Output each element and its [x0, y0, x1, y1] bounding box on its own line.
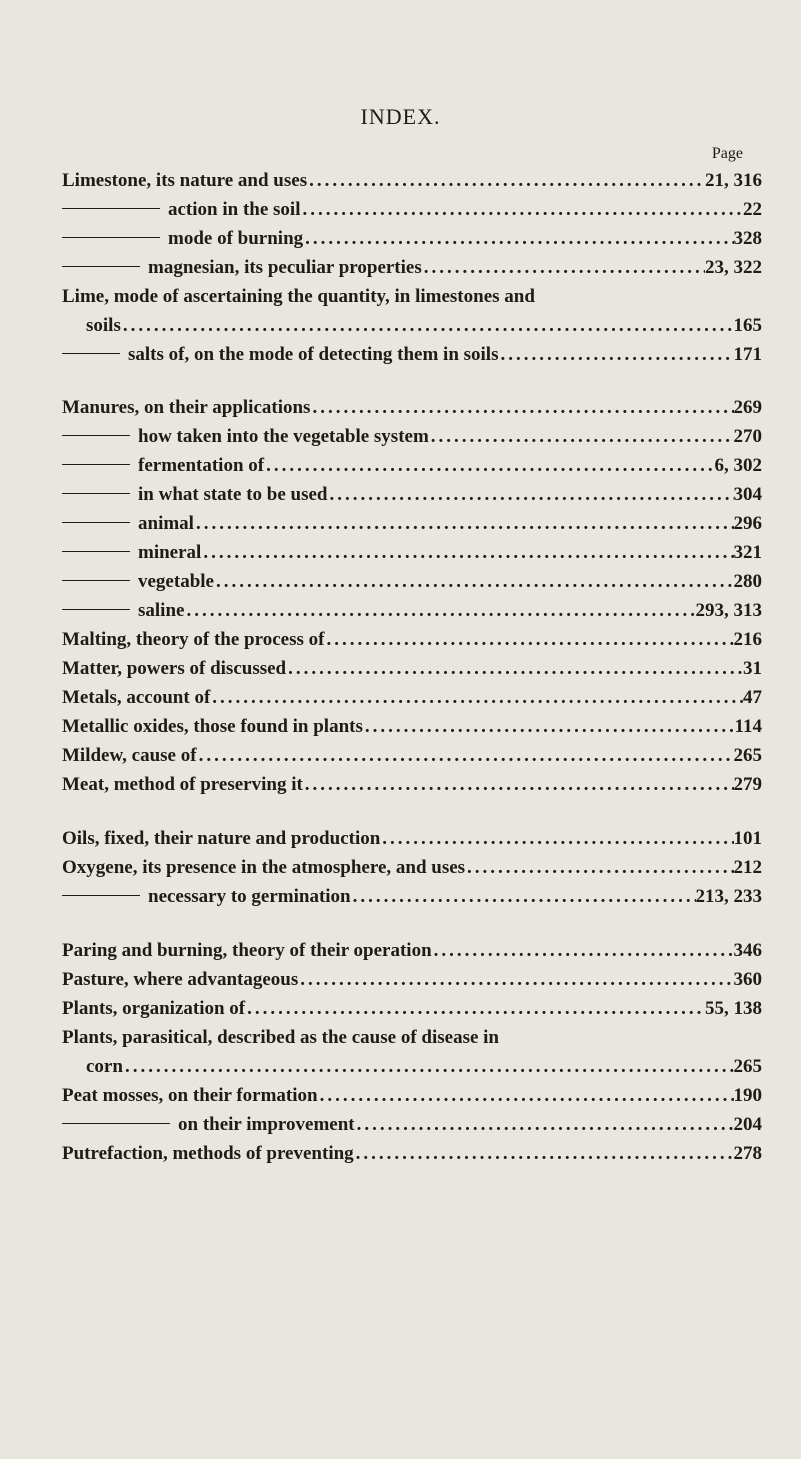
index-entry: Oils, fixed, their nature and production ..... 101 [62, 828, 762, 854]
index-subentry: in what state to be used ..... 304 [62, 484, 762, 510]
index-entry: Malting, theory of the process of ..... 216 [62, 629, 762, 655]
index-subentry: vegetable ..... 280 [62, 571, 762, 597]
index-entry: Oxygene, its presence in the atmosphere, and uses ..... 212 [62, 857, 762, 883]
ditto-dash [62, 435, 130, 436]
ditto-dash [62, 1123, 170, 1124]
index-entry: Pasture, where advantageous ..... 360 [62, 969, 762, 995]
index-entry: Plants, organization of ..... 55, 138 [62, 998, 762, 1024]
ditto-dash [62, 237, 160, 238]
index-subentry: fermentation of ..... 6, 302 [62, 455, 762, 481]
index-entry: Plants, parasitical, described as the cause of disease in [62, 1027, 499, 1048]
index-subentry: animal ..... 296 [62, 513, 762, 539]
index-entry: Mildew, cause of ..... 265 [62, 745, 762, 771]
index-entry: Putrefaction, methods of preventing ..... 278 [62, 1143, 762, 1169]
index-entry: Metals, account of ..... 47 [62, 687, 762, 713]
index-subentry: on their improvement ..... 204 [62, 1114, 762, 1140]
page-column-label: Page [711, 145, 743, 162]
index-subentry: mode of burning ..... 328 [62, 228, 762, 254]
ditto-dash [62, 551, 130, 552]
index-entry: Manures, on their applications ..... 269 [62, 397, 762, 423]
index-entry: Metallic oxides, those found in plants ..... 114 [62, 716, 762, 742]
index-entry-continuation: soils ..... 165 [86, 315, 762, 341]
ditto-dash [62, 609, 130, 610]
ditto-dash [62, 522, 130, 523]
index-subentry: necessary to germination ..... 213, 233 [62, 886, 762, 912]
index-subentry: how taken into the vegetable system ..... 270 [62, 426, 762, 452]
index-entry: Meat, method of preserving it ..... 279 [62, 774, 762, 800]
index-subentry: salts of, on the mode of detecting them in soils ..... 171 [62, 344, 762, 370]
index-entry: Paring and burning, theory of their operation ..... 346 [62, 940, 762, 966]
index-entry: Limestone, its nature and uses ..... 21, 316 [62, 170, 762, 196]
index-subentry: magnesian, its peculiar properties ..... 23, 322 [62, 257, 762, 283]
index-subentry: mineral ..... 321 [62, 542, 762, 568]
ditto-dash [62, 208, 160, 209]
index-entry: Matter, powers of discussed ..... 31 [62, 658, 762, 684]
ditto-dash [62, 580, 130, 581]
ditto-dash [62, 464, 130, 465]
index-entry: Lime, mode of ascertaining the quantity, in limestones and [62, 286, 535, 307]
index-entry-continuation: corn ..... 265 [86, 1056, 762, 1082]
ditto-dash [62, 353, 120, 354]
index-subentry: saline ..... 293, 313 [62, 600, 762, 626]
index-title: INDEX. [360, 104, 441, 129]
ditto-dash [62, 895, 140, 896]
index-subentry: action in the soil ..... 22 [62, 199, 762, 225]
ditto-dash [62, 493, 130, 494]
index-entry: Peat mosses, on their formation ..... 190 [62, 1085, 762, 1111]
ditto-dash [62, 266, 140, 267]
